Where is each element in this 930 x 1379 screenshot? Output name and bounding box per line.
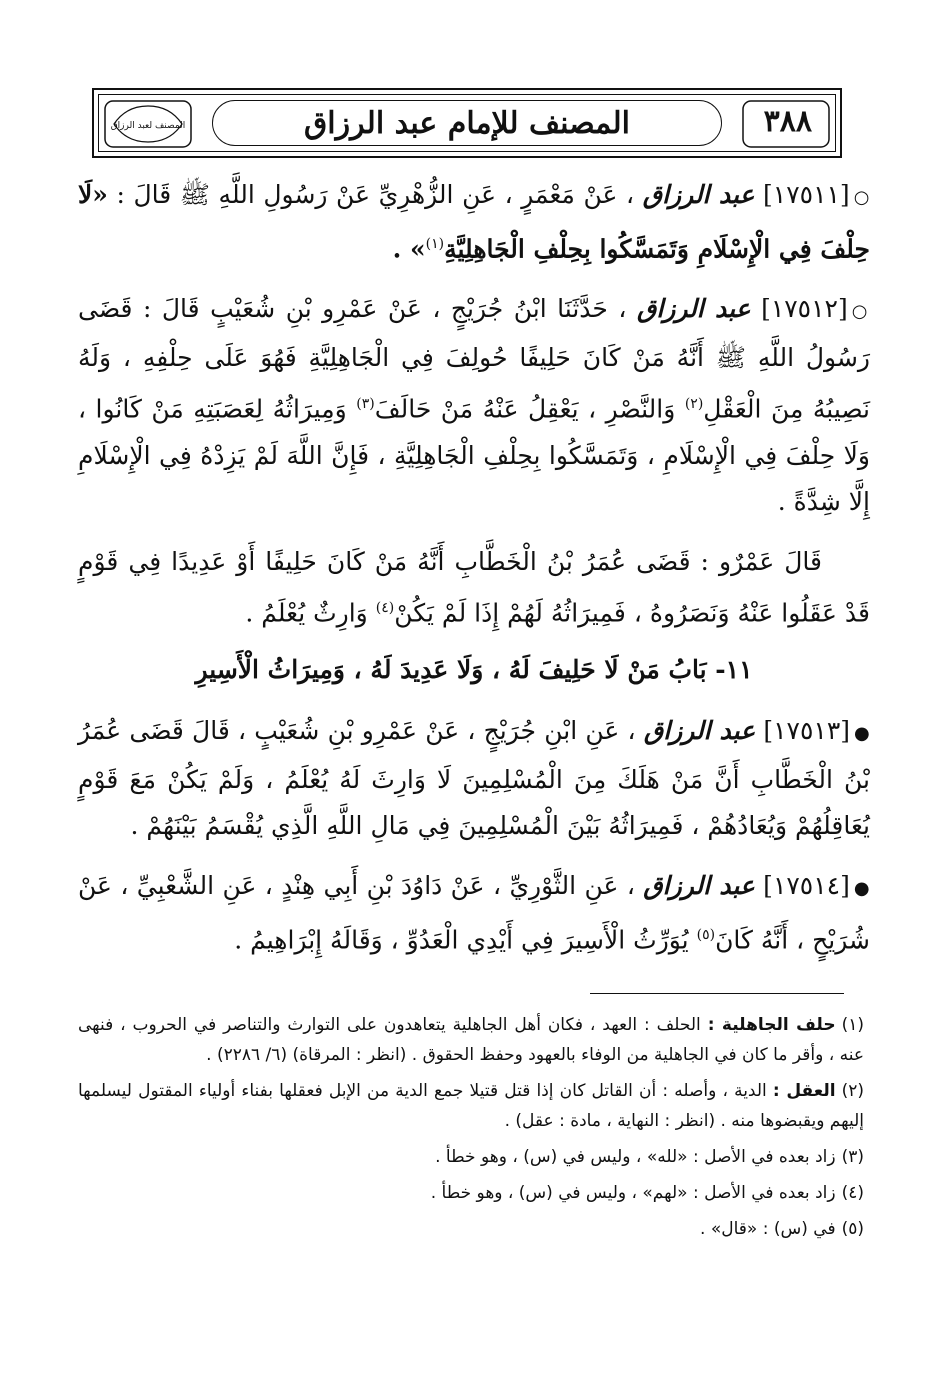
seal-text: المصنف لعبد الرزاق (110, 121, 186, 131)
author-name: عبد الرزاق (636, 294, 751, 324)
footnote-text: زاد بعده في الأصل : «لهم» ، وليس في (س) ، وهو خطأ . (430, 1183, 836, 1203)
author-name: عبد الرزاق (643, 715, 756, 745)
prophetic-saying: «لَا حِلْفَ فِي الْإِسْلَامِ وَتَمَسَّكُوا بِحِلْفِ الْجَاهِلِيَّةِ (78, 180, 870, 264)
footnote-3 (78, 1142, 864, 1172)
hadith-17511 (78, 172, 870, 272)
seal-ornament-icon (104, 100, 192, 148)
footnote-term: حلف الجاهلية : (707, 1015, 836, 1035)
footnote-divider (590, 993, 844, 994)
book-title: المصنف للإمام عبد الرزاق (212, 100, 722, 146)
chapter-heading: ١١- بَابُ مَنْ لَا حَلِيفَ لَهُ ، وَلَا عَدِيدَ لَهُ ، وَمِيرَاثُ الْأَسِيرِ (195, 654, 753, 684)
hadith-marker: ● (853, 877, 870, 899)
hadith-text: ، عَنِ ابْنِ جُرَيْجٍ ، عَنْ عَمْرِو بْنِ شُعَيْبٍ ، قَالَ قَضَى عُمَرُ بْنُ الْخَطَّابِ أَنَّ مَنْ هَلَكَ مِنَ الْمُسْلِمِينَ لَا وَارِثَ لَهُ يُعْلَمُ ، وَلَمْ يَكُنْ مَعَ قَوْمٍ يُعَاقِلُهُمْ وَيُعَادُهُمْ ، فَمِيرَاثُهُ بَيْنَ الْمُسْلِمِينَ فِي مَالِ اللَّهِ الَّذِي يُقْسَمُ بَيْنَهُمْ . (78, 715, 870, 840)
footnote-5 (78, 1214, 864, 1244)
footnotes (78, 1010, 864, 1250)
hadith-number: [١٧٥١٤] (763, 870, 850, 900)
hadith-number: [١٧٥١٢] (761, 294, 848, 324)
hadith-text: ، عَنْ مَعْمَرٍ ، عَنِ الزُّهْرِيِّ عَنْ رَسُولِ اللَّهِ ﷺ قَالَ : (107, 180, 635, 209)
statement-text: وَارِثٌ يُعْلَمُ . (245, 597, 368, 627)
footnote-ref[interactable]: (٣) (356, 396, 375, 413)
hadith-17512 (78, 286, 870, 524)
page-number: ٣٨٨ (763, 104, 812, 139)
footnote-text: الدية ، وأصله : أن القاتل كان إذا قتل قتيلا جمع الدية من الإبل فعقلها بفناء أولياء المقتول ليسلمها إليهم ويقبضوها منه . (انظر : النهاية ، مادة : عقل) . (78, 1081, 864, 1131)
page-header (92, 88, 842, 158)
hadith-text: وَالنَّصْرِ ، يَعْقِلُ عَنْهُ مَنْ حَالَفَ (374, 394, 676, 424)
footnote-number: (٤) (841, 1183, 864, 1203)
footnote-ref[interactable]: (٥) (696, 926, 716, 943)
hadith-marker: ○ (851, 301, 870, 323)
hadith-text: ، حَدَّثَنَا ابْنُ جُرَيْجٍ ، عَنْ عَمْرِو بْنِ شُعَيْبٍ قَالَ : قَضَى رَسُولُ اللَّهِ ﷺ أَنَّهُ مَنْ كَانَ حَلِيفًا حُولِفَ فِي الْجَاهِلِيَّةِ فَهُوَ عَلَى حِلْفِهِ ، وَلَهُ نَصِيبُهُ مِنَ الْعَقْلِ (78, 294, 871, 424)
author-name: عبد الرزاق (642, 180, 755, 209)
hadith-marker: ● (854, 722, 870, 744)
statement-text: قَالَ عَمْرٌو : قَضَى عُمَرُ بْنُ الْخَطَّابِ أَنَّهُ مَنْ كَانَ حَلِيفًا أَوْ عَدِيدًا فِي قَوْمٍ قَدْ عَقَلُوا عَنْهُ وَنَصَرُوهُ ، فَمِيرَاثُهُ لَهُمْ إِذَا لَمْ يَكُنْ (78, 546, 870, 627)
footnote-ref[interactable]: (١) (425, 236, 445, 252)
footnote-4 (78, 1178, 864, 1208)
footnote-text: في (س) : «قال» . (700, 1219, 836, 1239)
hadith-number: [١٧٥١٣] (763, 715, 851, 745)
hadith-text: وَمِيرَاثُهُ لِعَصَبَتِهِ مَنْ كَانُوا ، وَلَا حِلْفَ فِي الْإِسْلَامِ ، وَتَمَسَّكُوا بِحِلْفِ الْجَاهِلِيَّةِ ، فَإِنَّ اللَّهَ لَمْ يَزِدْهُ فِي الْإِسْلَامِ إِلَّا شِدَّةً . (78, 394, 870, 516)
footnote-number: (٢) (841, 1081, 865, 1101)
main-text (78, 172, 870, 977)
hadith-17513 (78, 708, 870, 849)
hadith-number: [١٧٥١١] (763, 180, 850, 209)
footnote-term: العقل : (772, 1081, 836, 1101)
hadith-text: ، عَنِ الثَّوْرِيِّ ، عَنْ دَاوُدَ بْنِ أَبِي هِنْدٍ ، عَنِ الشَّعْبِيِّ ، عَنْ شُرَيْحٍ ، أَنَّهُ كَانَ (78, 870, 870, 955)
footnote-1 (78, 1010, 864, 1070)
footnote-ref[interactable]: (٤) (375, 599, 395, 616)
footnote-2 (78, 1076, 864, 1136)
footnote-number: (١) (841, 1015, 864, 1035)
footnote-text: زاد بعده في الأصل : «لله» ، وليس في (س) ، وهو خطأ . (435, 1147, 836, 1167)
amr-statement (78, 539, 870, 636)
hadith-marker: ○ (853, 187, 871, 208)
footnote-text: الحلف : العهد ، فكان أهل الجاهلية يتعاهدون على التوارث والتناصر في الحروب ، فنهى عنه ، وأقر ما كان في الجاهلية من الوفاء بالعهود وحفظ الحقوق . (انظر : المرقاة) (٦/ ٢٢٨٦) . (78, 1015, 864, 1065)
footnote-ref[interactable]: (٢) (684, 396, 704, 413)
footnote-number: (٣) (841, 1147, 864, 1167)
footnote-number: (٥) (841, 1219, 864, 1239)
author-name: عبد الرزاق (643, 870, 755, 900)
hadith-text: يُوَرِّثُ الْأَسِيرَ فِي أَيْدِي الْعَدُوِّ ، وَقَالَهُ إِبْرَاهِيمُ . (234, 925, 689, 955)
quote-end: » . (392, 234, 426, 264)
hadith-17514 (78, 863, 870, 963)
